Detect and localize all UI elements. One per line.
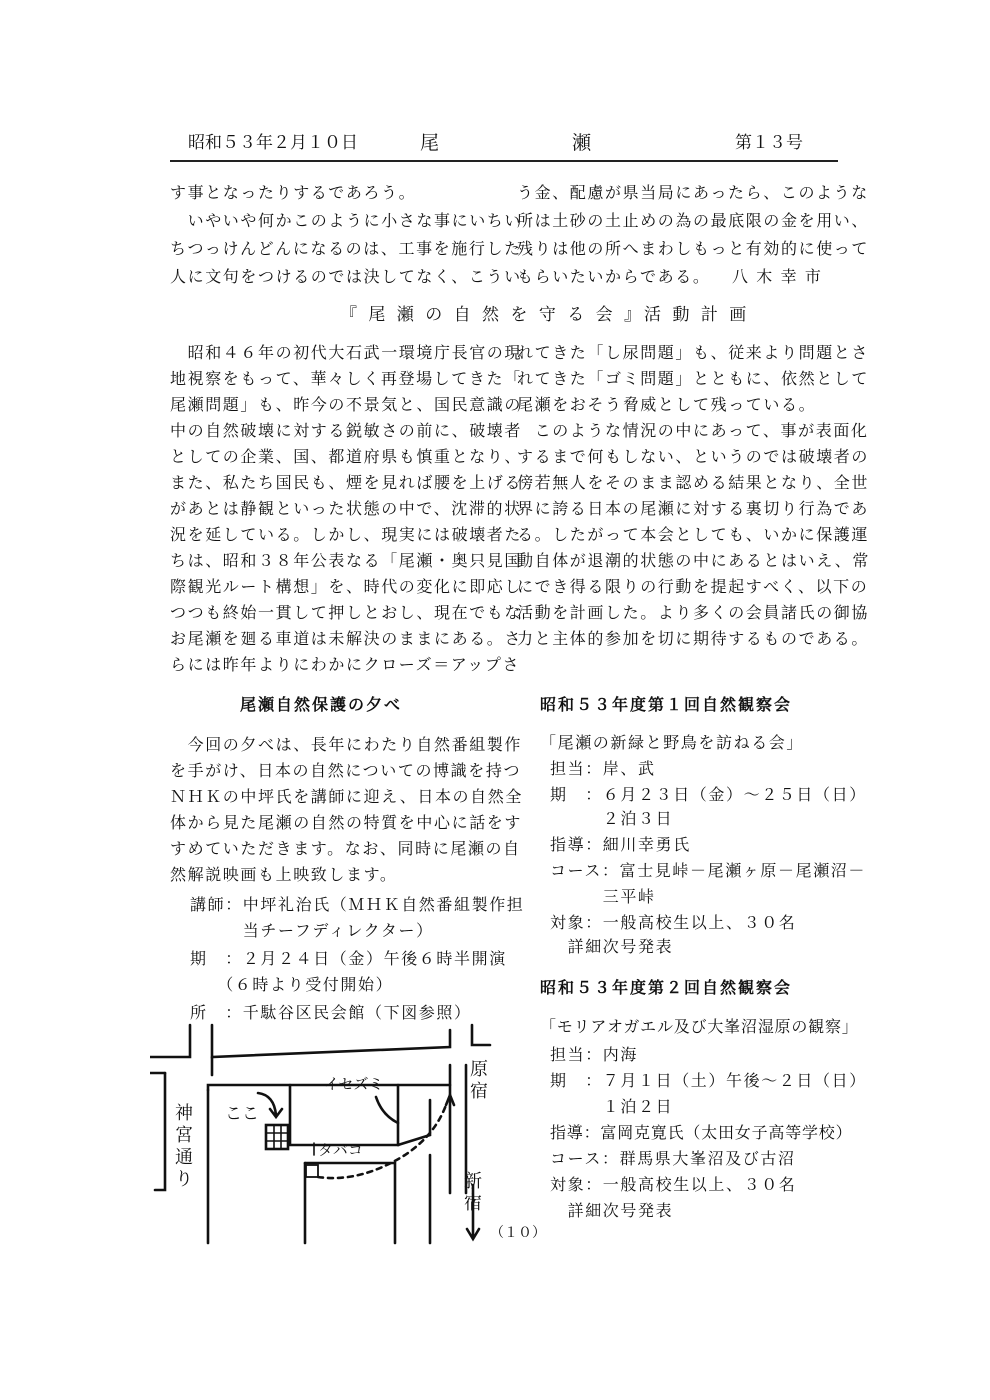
text-line: 体から見た尾瀬の自然の特質を中心に話をす bbox=[170, 813, 523, 832]
text-line: 残りは他の所へまわしもっと有効的に使って bbox=[517, 239, 870, 258]
venue-map bbox=[150, 1015, 510, 1245]
text-line: 中の自然破壊に対する鋭敏さの前に、破壊者 bbox=[170, 421, 523, 440]
text-line: 尾瀬問題」も、昨今の不景気と、国民意識の bbox=[170, 395, 523, 414]
text-line: 活動を計画した。より多くの会員諸氏の御協 bbox=[517, 603, 870, 622]
text-line: としての企業、国、都道府県も慎重となり、 bbox=[170, 447, 523, 466]
header-rule bbox=[170, 160, 838, 162]
text-line: すめていただきます。なお、同時に尾瀬の自 bbox=[170, 839, 521, 858]
detail-line: 指導：細川幸勇氏 bbox=[550, 835, 691, 854]
text-line: 地視察をもって、華々しく再登場してきた「 bbox=[170, 369, 522, 388]
venue-hatch bbox=[266, 1125, 288, 1149]
text-line: らには昨年よりにわかにクローズ＝アップさ bbox=[170, 655, 521, 674]
text-line: す事となったりするであろう。 bbox=[170, 183, 417, 202]
text-line: があとは静観といった状態の中で、沈滞的状 bbox=[170, 499, 522, 518]
text-line: れてきた「し尿問題」も、従来より問題とさ bbox=[517, 343, 870, 362]
arrow-icon bbox=[376, 1097, 398, 1123]
map-label-shinjuku-char: 宿 bbox=[464, 1193, 482, 1214]
text-line: お尾瀬を廻る車道は未解決のままにある。さ bbox=[170, 629, 523, 648]
text-line: 況を延している。しかし、現実には破壊者た bbox=[170, 525, 523, 544]
map-label-here: ここ bbox=[225, 1104, 259, 1124]
text-line: る。したがって本会としても、いかに保護運 bbox=[517, 525, 870, 544]
text-line: このような情況の中にあって、事が表面化 bbox=[517, 421, 869, 440]
newsletter-title-char-1: 尾 bbox=[420, 132, 440, 154]
issue-number: 第１３号 bbox=[735, 133, 803, 153]
text-line: 動自体が退潮的状態の中にあるとはいえ、常 bbox=[517, 551, 870, 570]
text-line: いやいや何かこのように小さな事にいちい bbox=[170, 211, 523, 230]
text-line: を手がけ、日本の自然についての博識を持つ bbox=[170, 761, 522, 780]
map-label-jingu-char: 神 bbox=[175, 1103, 193, 1124]
detail-line: 期 ：６月２３日（金）～２５日（日） bbox=[550, 785, 867, 804]
text-line: 力と主体的参加を切に期待するものである。 bbox=[517, 629, 870, 648]
date-line: 期 ：２月２４日（金）午後６時半開演 bbox=[190, 949, 507, 968]
text-line: 人に文句をつけるのでは決してなく、こうい bbox=[170, 267, 522, 286]
detail-line: コース：群馬県大峯沼及び古沼 bbox=[550, 1149, 796, 1168]
text-line: 昭和４６年の初代大石武一環境庁長官の現 bbox=[170, 343, 523, 362]
text-line: 尾瀬をおそう脅威として残っている。 bbox=[517, 395, 817, 414]
text-line: にでき得る限りの行動を提起すべく、以下の bbox=[517, 577, 869, 596]
map-label-jingu-char: 宮 bbox=[175, 1125, 193, 1146]
text-line: う金、配慮が県当局にあったら、このような bbox=[517, 183, 869, 202]
detail-line: 担当：岸、武 bbox=[550, 759, 656, 778]
observation-2-subtitle: 「モリアオガエル及び大峯沼湿原の観察」 bbox=[540, 1017, 859, 1036]
issue-date: 昭和５３年２月１０日 bbox=[188, 133, 358, 153]
detail-line: ２泊３日 bbox=[550, 809, 674, 828]
map-road bbox=[212, 1025, 450, 1057]
text-line: 今回の夕べは、長年にわたり自然番組製作 bbox=[170, 735, 523, 754]
venue-line: 所 ：千駄谷区民会館（下図参照） bbox=[190, 1003, 472, 1022]
text-line: ちつっけんどんになるのは、工事を施行した bbox=[170, 239, 522, 258]
map-label-harajuku-char: 宿 bbox=[470, 1081, 488, 1102]
detail-line: 詳細次号発表 bbox=[550, 937, 674, 956]
date-line: （６時より受付開始） bbox=[190, 975, 394, 994]
map-label-harajuku bbox=[470, 1059, 488, 1102]
map-label-isezumi: イセズミ bbox=[324, 1075, 384, 1093]
map-label-jingu-char: り bbox=[175, 1169, 193, 1190]
map-road bbox=[150, 1025, 190, 1057]
detail-line: 指導：富岡克寛氏（太田女子高等学校） bbox=[550, 1123, 853, 1142]
newsletter-title-char-2: 瀬 bbox=[572, 132, 592, 154]
map-road bbox=[398, 1100, 430, 1145]
detail-line: 対象：一般高校生以上、３０名 bbox=[550, 913, 797, 932]
observation-1-title: 昭和５３年度第１回自然観察会 bbox=[540, 695, 793, 714]
text-line: 然解説映画も上映致します。 bbox=[170, 865, 398, 884]
detail-line: １泊２日 bbox=[550, 1097, 674, 1116]
text-line: また、私たち国民も、煙を見れば腰を上げる bbox=[170, 473, 523, 492]
detail-line: 詳細次号発表 bbox=[550, 1201, 674, 1220]
page-number: （１０） bbox=[490, 1225, 546, 1241]
text-line: れてきた「ゴミ問題」とともに、依然として bbox=[517, 369, 870, 388]
lecturer-line: 講師：中坪礼治氏（ＭＨＫ自然番組製作担 bbox=[190, 895, 525, 914]
map-label-shinjuku bbox=[464, 1171, 482, 1214]
text-line: 傍若無人をそのまま認める結果となり、全世 bbox=[517, 473, 870, 492]
text-line: するまで何もしない、というのでは破壊者の bbox=[517, 447, 870, 466]
detail-line: コース：富士見峠－尾瀬ヶ原－尾瀬沼－ bbox=[550, 861, 867, 880]
tobacco-shop-marker bbox=[306, 1165, 318, 1177]
detail-line: 担当：内海 bbox=[550, 1045, 639, 1064]
observation-2-title: 昭和５３年度第２回自然観察会 bbox=[540, 978, 793, 997]
arrow-icon bbox=[258, 1093, 282, 1117]
text-line: 所は土砂の土止めの為の最底限の金を用い、 bbox=[517, 211, 870, 230]
text-line: 際観光ルート構想」を、時代の変化に即応し bbox=[170, 577, 523, 596]
lecturer-line: 当チーフディレクター） bbox=[190, 921, 434, 940]
author-name: 八 木 幸 市 bbox=[732, 267, 823, 286]
map-label-jingu-char: 通 bbox=[175, 1147, 193, 1168]
map-road bbox=[155, 1073, 165, 1190]
text-line: つつも終始一貫して押しとおし、現在でもな bbox=[170, 603, 523, 622]
detail-line: 三平峠 bbox=[550, 887, 656, 906]
detail-line: 対象：一般高校生以上、３０名 bbox=[550, 1175, 797, 1194]
observation-1-subtitle: 「尾瀬の新緑と野鳥を訪ねる会」 bbox=[540, 733, 805, 752]
map-label-jingu bbox=[175, 1103, 193, 1190]
map-road bbox=[472, 1025, 490, 1045]
evening-title: 尾瀬自然保護の夕べ bbox=[240, 695, 403, 714]
map-label-tobacco: タバコ bbox=[318, 1141, 363, 1159]
map-label-shinjuku-char: 新 bbox=[464, 1171, 482, 1192]
venue-marker bbox=[266, 1125, 288, 1149]
text-line: ＮＨＫの中坪氏を講師に迎え、日本の自然全 bbox=[170, 787, 523, 806]
map-label-harajuku-char: 原 bbox=[470, 1059, 488, 1080]
plan-title: 『 尾 瀬 の 自 然 を 守 る 会 』活 動 計 画 bbox=[340, 305, 750, 325]
text-line: もらいたいからである。 bbox=[517, 267, 711, 286]
text-line: ちは、昭和３８年公表なる「尾瀬・奥只見国 bbox=[170, 551, 523, 570]
text-line: 界に誇る日本の尾瀬に対する裏切り行為であ bbox=[517, 499, 870, 518]
detail-line: 期 ：７月１日（土）午後～２日（日） bbox=[550, 1071, 867, 1090]
map-road bbox=[290, 1085, 398, 1145]
